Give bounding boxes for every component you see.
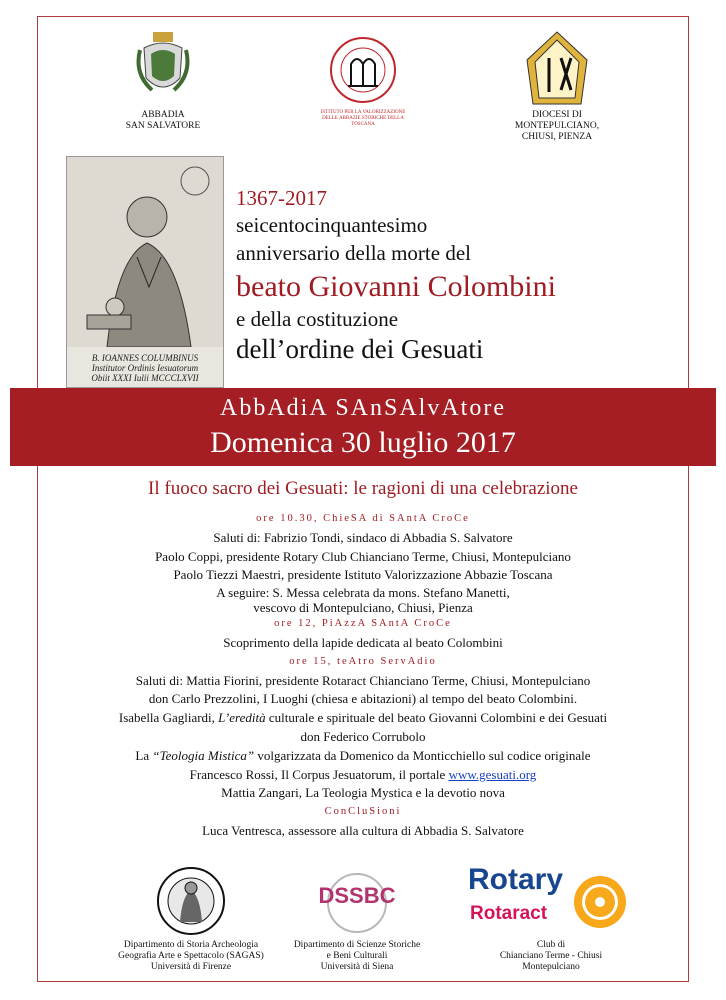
program-line: Saluti di: Fabrizio Tondi, sindaco di Abbadia S. Salvatore	[213, 529, 513, 545]
section-heading-noon: ore 12, PiAzzA SAntA CroCe	[274, 618, 452, 630]
section-heading-conclusions: ConCluSioni	[324, 806, 402, 818]
siena-label-2: e Beni Culturali	[326, 951, 388, 961]
siena-logo-block	[292, 872, 422, 973]
program-line: Scoprimento della lapide dedicata al beato Colombini	[223, 634, 503, 650]
club-label-2: Chianciano Terme - Chiusi	[499, 951, 603, 961]
banner-place: AbbAdiA SAnSAlvAtore	[219, 395, 506, 421]
diocesi-label-2: MONTEPULCIANO,	[514, 121, 600, 131]
banner-date: Domenica 30 luglio 2017	[210, 426, 516, 459]
abbadia-logo-block	[118, 30, 208, 132]
diocesi-crest-icon	[525, 30, 589, 106]
program-line	[40, 766, 686, 785]
rotaract-wordmark: Rotaract	[470, 903, 548, 924]
talk-rest: culturale e spirituale del beato Giovanni Colombini e dei Gesuati	[265, 710, 608, 726]
program-line: don Federico Corrubolo	[300, 728, 426, 744]
event-subtitle: Il fuoco sacro dei Gesuati: le ragioni di una celebrazione	[148, 478, 578, 499]
club-label-1: Club di	[536, 940, 566, 950]
engraving-figure-icon	[67, 157, 223, 347]
firenze-seal-icon	[156, 866, 226, 936]
abbadia-label-2: SAN SALVATORE	[125, 121, 201, 131]
title-line-3: e della costituzione	[236, 307, 399, 331]
dssbc-logo-text: DSSBC	[318, 883, 396, 908]
program-line: vescovo di Montepulciano, Chiusi, Pienza	[253, 600, 473, 616]
firenze-logo-block	[112, 866, 270, 973]
rotary-wheel-icon	[572, 874, 628, 930]
speaker-rossi: Francesco Rossi, Il Corpus Jesuatorum, il portale	[189, 766, 449, 782]
program-line	[40, 747, 686, 766]
diocesi-label-1: DIOCESI DI	[532, 110, 582, 120]
istituto-seal-text: ISTITUTO PER LA VALORIZZAZIONE DELLE ABBAZIE STORICHE DELLA TOSCANA	[320, 110, 406, 127]
club-label-3: Montepulciano	[522, 962, 580, 972]
speaker-gagliardi: Isabella Gagliardi,	[118, 710, 219, 726]
rotary-wordmark: Rotary	[468, 863, 564, 896]
colombini-portrait	[66, 156, 224, 388]
istituto-seal-icon	[320, 34, 406, 106]
diocesi-label-3: CHIUSI, PIENZA	[521, 132, 593, 142]
portrait-caption-line-2: Institutor Ordinis Iesuatorum	[91, 363, 199, 373]
title-line-2: anniversario della morte del	[236, 241, 471, 265]
program-line	[40, 709, 686, 728]
program-line: Saluti di: Mattia Fiorini, presidente Rotaract Chianciano Terme, Chiusi, Montepulciano	[135, 672, 591, 688]
title-name: beato Giovanni Colombini	[236, 270, 556, 303]
portrait-caption-line-1: B. IOANNES COLUMBINUS	[91, 353, 199, 363]
program-line: A seguire: S. Messa celebrata da mons. Stefano Manetti,	[216, 585, 510, 601]
talk-title-eredita: L’eredità	[218, 710, 266, 726]
section-heading-afternoon: ore 15, teAtro ServAdio	[289, 655, 437, 667]
abbadia-label-1: ABBADIA	[141, 110, 185, 120]
title-years: 1367-2017	[236, 186, 327, 210]
rotary-logo	[466, 863, 636, 934]
firenze-label-3: Università di Firenze	[150, 962, 232, 972]
portrait-caption-line-3: Obiit XXXI Iulii MCCCLXVII	[91, 373, 199, 383]
event-banner	[10, 388, 716, 466]
siena-label-1: Dipartimento di Scienze Storiche	[293, 940, 421, 950]
program-line: Mattia Zangari, La Teologia Mystica e la devotio nova	[221, 785, 505, 801]
program-line: Paolo Tiezzi Maestri, presidente Istituto Valorizzazione Abbazie Toscana	[173, 567, 553, 583]
program-line: don Carlo Prezzolini, I Luoghi (chiesa e abitazioni) al tempo del beato Colombini.	[148, 691, 578, 707]
dssbc-logo	[312, 872, 402, 934]
siena-label-3: Università di Siena	[320, 962, 394, 972]
section-heading-morning: ore 10.30, ChieSA di SAntA CroCe	[256, 513, 470, 524]
program	[40, 510, 686, 841]
firenze-label-2: Geografia Arte e Spettacolo (SAGAS)	[118, 951, 264, 961]
title-line-1: seicentocinquantesimo	[236, 213, 428, 237]
program-line: Paolo Coppi, presidente Rotary Club Chianciano Terme, Chiusi, Montepulciano	[155, 548, 571, 564]
diocesi-logo-block	[505, 30, 609, 143]
title-line-4: dell’ordine dei Gesuati	[236, 334, 484, 364]
program-line: Luca Ventresca, assessore alla cultura di Abbadia S. Salvatore	[202, 822, 524, 838]
portrait-caption	[67, 353, 223, 383]
talk-title-teologia: “Teologia Mistica”	[152, 747, 255, 763]
istituto-logo-block	[318, 34, 408, 128]
abbadia-coat-of-arms-icon	[134, 30, 192, 106]
gesuati-portal-link[interactable]: www.gesuati.org	[448, 766, 537, 782]
title-block	[236, 185, 686, 365]
rotary-logo-block	[466, 863, 636, 973]
talk-prefix: La	[135, 747, 153, 763]
firenze-label-1: Dipartimento di Storia Archeologia	[123, 940, 259, 950]
talk-rest: volgarizzata da Domenico da Monticchiello sul codice originale	[254, 747, 591, 763]
